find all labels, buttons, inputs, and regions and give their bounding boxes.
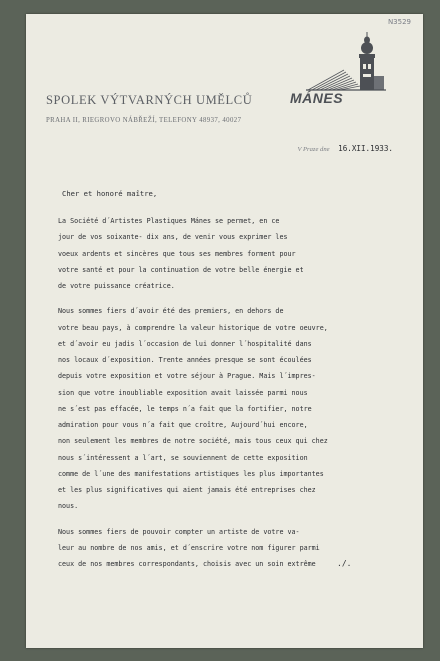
- body-line: jour de vos soixante- dix ans, de venir vous exprimer les: [58, 233, 288, 242]
- body-line: voeux ardents et sincères que tous ses membres forment pour: [58, 249, 296, 258]
- body-line: non seulement les membres de notre société, mais tous ceux qui chez: [58, 437, 328, 446]
- body-line: nous.: [58, 502, 79, 511]
- body-line: leur au nombre de nos amis, et d´enscrire votre nom figurer parmi: [58, 543, 320, 552]
- body-line: Nous sommes fiers d´avoir été des premiers, en dehors de: [58, 307, 284, 316]
- body-line: comme de l´une des manifestations artistiques les plus importantes: [58, 469, 324, 478]
- society-name: SPOLEK VÝTVARNÝCH UMĚLCŮ: [46, 93, 253, 107]
- body-line: votre beau pays, à comprendre la valeur historique de votre oeuvre,: [58, 323, 328, 332]
- body-line: nos locaux d´exposition. Trente années presque se sont écoulées: [58, 356, 312, 364]
- body-line: de votre puissance créatrice.: [58, 282, 175, 290]
- letterhead-address: PRAHA II, RIEGROVO NÁBŘEŽÍ, TELEFONY 48937, 40027: [46, 117, 242, 124]
- body-line: admiration pour vous n´a fait que croître, Aujourd´hui encore,: [58, 421, 308, 429]
- logo-wordmark: MÁNES: [290, 90, 344, 106]
- body-line: Nous sommes fiers de pouvoir compter un artiste de votre va-: [58, 527, 300, 536]
- body-line: La Société d´Artistes Plastiques Mánes se permet, en ce: [58, 217, 280, 225]
- letter-date: 16.XII.1933.: [338, 144, 393, 153]
- body-line: depuis votre exposition et votre séjour à Prague. Mais l´impres-: [58, 372, 316, 381]
- body-line: nous s´intéressent a l´art, se souviennent de cette exposition: [58, 453, 308, 462]
- manes-tower-logo: [306, 32, 386, 92]
- letter-sheet: [26, 14, 423, 648]
- salutation: Cher et honoré maître,: [62, 189, 158, 198]
- dateline-place: V Praze dne: [297, 146, 330, 153]
- body-line: et les plus significatives qui aient jamais été entreprises chez: [58, 486, 316, 494]
- body-line: et d´avoir eu jadis l´occasion de lui donner l´hospitalité dans: [58, 339, 312, 348]
- archive-number: N3529: [387, 18, 411, 26]
- body-line: ne s´est pas effacée, le temps n´a fait que la fortifier, notre: [58, 404, 312, 413]
- dateline: [297, 144, 393, 153]
- body-line: sion que votre inoubliable exposition avait laissée parmi nous: [58, 388, 308, 397]
- body-line: votre santé et pour la continuation de votre belle énergie et: [58, 265, 304, 274]
- body-line: ceux de nos membres correspondants, choisis avec un soin extrême: [58, 560, 316, 568]
- letter-body: [58, 213, 420, 572]
- continuation-mark: ./.: [337, 559, 352, 568]
